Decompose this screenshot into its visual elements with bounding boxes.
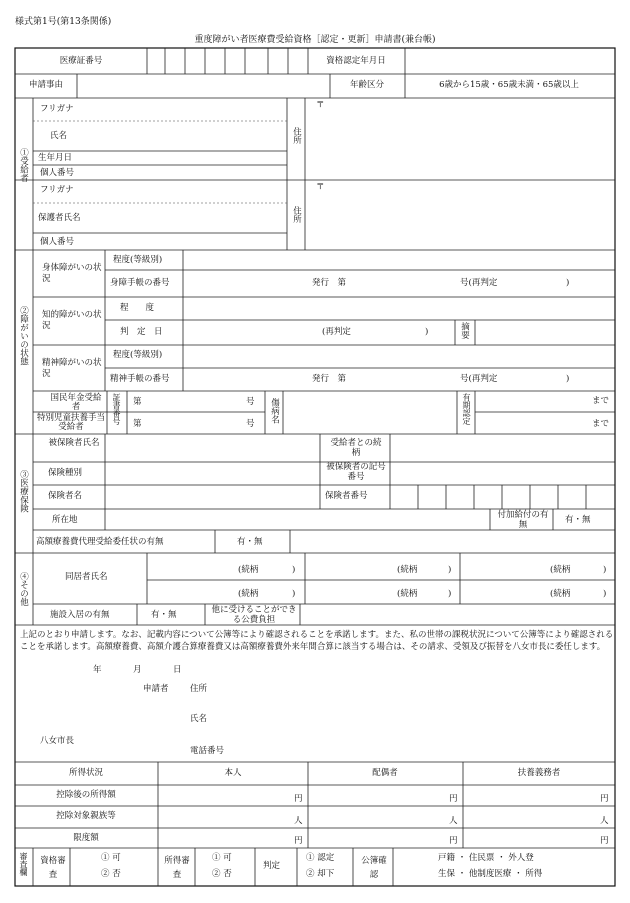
mental-status-label: 精神障がいの状況 <box>42 358 102 379</box>
date-month: 月 <box>133 665 142 675</box>
go-label-2: 号 <box>246 419 255 429</box>
records-line-2: 生保 ・ 他制度医療 ・ 所得 <box>438 869 543 879</box>
section-other: ④その他 <box>18 572 29 606</box>
form-title: 重度障がい者医療費受給資格［認定・更新］申請書(兼台帳) <box>194 35 436 45</box>
extra-benefit-label: 付加給付の有無 <box>497 510 549 530</box>
form-number: 様式第1号(第13条関係) <box>15 17 112 27</box>
person-1: 人 <box>294 816 303 826</box>
applicant-name-label: 氏名 <box>190 714 208 724</box>
yen-3: 円 <box>600 794 609 804</box>
income-review-label: 所得審査 <box>164 856 190 880</box>
date-day: 日 <box>173 665 182 675</box>
until-label-2: まで <box>592 419 610 429</box>
mental-book-no-label: 精神手帳の番号 <box>110 374 170 384</box>
close-paren-3: ) <box>566 374 570 384</box>
insurer-name-label: 保険者名 <box>48 491 83 501</box>
physical-status-label: 身体障がいの状況 <box>42 263 102 284</box>
section-disability: ②障がいの状態 <box>18 306 29 366</box>
facility-label: 施設入居の有無 <box>50 610 110 620</box>
summary-label: 摘要 <box>459 322 470 339</box>
personal-no-label: 個人番号 <box>40 168 75 178</box>
relation-4: (続柄 <box>238 589 259 599</box>
income-supporter-label: 扶養義務者 <box>517 768 561 778</box>
yen-2: 円 <box>449 794 458 804</box>
child-allowance-label: 特別児童扶養手当受給者 <box>36 413 105 432</box>
relation-6: (続柄 <box>550 589 571 599</box>
intellectual-status-label: 知的障がいの状況 <box>42 310 102 331</box>
high-cost-yes-no: 有・無 <box>237 537 263 547</box>
phone-label: 電話番号 <box>190 746 225 756</box>
facility-yes-no: 有・無 <box>151 610 177 620</box>
go-label-1: 号 <box>246 397 255 407</box>
relation-label: 受給者との続柄 <box>330 438 382 458</box>
records-line-1: 戸籍 ・ 住民票 ・ 外人登 <box>438 853 534 863</box>
insured-name-label: 被保険者氏名 <box>48 438 100 448</box>
close-paren-1: ) <box>566 278 570 288</box>
section-recipient: ①受給者 <box>18 148 29 182</box>
postal-mark-2: 〒 <box>316 182 325 192</box>
validity-label: 有期認定 <box>462 393 471 425</box>
guardian-name-label: 保護者氏名 <box>38 213 81 223</box>
relation-1-close: ) <box>292 565 296 575</box>
dai-label-2: 第 <box>133 419 142 429</box>
high-cost-label: 高額療養費代理受給委任状の有無 <box>36 537 164 547</box>
address-label: 住所 <box>291 127 302 144</box>
yen-5: 円 <box>449 836 458 846</box>
review-section-label: 審査欄 <box>19 852 28 876</box>
degree-grade-label: 程度(等級別) <box>113 255 163 265</box>
cohabitant-label: 同居者氏名 <box>65 572 108 582</box>
relation-3: (続柄 <box>550 565 571 575</box>
dai-label-1: 第 <box>133 397 142 407</box>
age-options: 6歳から15歳・65歳未満・65歳以上 <box>439 80 579 90</box>
number-rejudge-label-2: 号(再判定 <box>460 374 498 384</box>
declaration-text: 上記のとおり申請します。なお、記載内容について公簿等により確認されることを承諾します。また、私の世帯の課税状況について公簿等により確認されることを承諾します。高額療養費、高額介護合算療養費又は高額療養費外来年間合算に該当する場合は、その請求、受領及び振替を八女市長に委任します。 <box>20 630 614 652</box>
date-year: 年 <box>93 665 102 675</box>
personal-no-label-2: 個人番号 <box>40 237 75 247</box>
yen-6: 円 <box>600 836 609 846</box>
insurance-type-label: 保険種別 <box>48 468 83 478</box>
income-self-label: 本人 <box>224 768 242 778</box>
qualification-ng: ② 否 <box>101 869 121 879</box>
applicant-address-label: 住所 <box>190 684 208 694</box>
issue-label: 発行 第 <box>312 278 347 288</box>
relation-2: (続柄 <box>397 565 418 575</box>
relation-5-close: ) <box>448 589 452 599</box>
furigana-label: フリガナ <box>40 104 74 114</box>
judge-date-label: 判 定 日 <box>120 327 163 337</box>
qualification-ok: ① 可 <box>101 853 121 863</box>
furigana-label-2: フリガナ <box>40 185 74 195</box>
name-label: 氏名 <box>50 131 68 141</box>
relation-4-close: ) <box>292 589 296 599</box>
birthdate-label: 生年月日 <box>38 153 73 163</box>
relation-3-close: ) <box>603 565 607 575</box>
applicant-label: 申請者 <box>143 684 169 694</box>
relation-2-close: ) <box>448 565 452 575</box>
close-paren-2: ) <box>425 327 429 337</box>
person-2: 人 <box>449 816 458 826</box>
yen-4: 円 <box>294 836 303 846</box>
yen-1: 円 <box>294 794 303 804</box>
income-ng: ② 否 <box>212 869 232 879</box>
after-deduction-label: 控除後の所得額 <box>56 790 116 800</box>
public-record-label: 公簿確認 <box>361 856 387 880</box>
cert-date-label: 資格認定年月日 <box>326 56 386 66</box>
person-3: 人 <box>600 816 609 826</box>
relation-5: (続柄 <box>397 589 418 599</box>
relation-6-close: ) <box>603 589 607 599</box>
extra-benefit-yes-no: 有・無 <box>565 515 591 525</box>
physical-book-no-label: 身障手帳の番号 <box>110 278 170 288</box>
postal-mark: 〒 <box>316 100 325 110</box>
insured-symbol-label: 被保険者の記号番号 <box>326 462 386 482</box>
degree-label: 程 度 <box>120 303 155 313</box>
age-category-label: 年齢区分 <box>349 80 385 90</box>
judgement-label: 判定 <box>263 861 281 871</box>
until-label-1: まで <box>592 396 610 406</box>
section-insurance: ③医療保険 <box>18 470 29 513</box>
address-label-2: 住所 <box>291 206 302 223</box>
insurance-card-no-label: 医療証番号 <box>59 56 103 66</box>
mayor-label: 八女市長 <box>40 736 75 746</box>
other-burden-label: 他に受けることができる公費負担 <box>211 605 297 625</box>
issue-label-2: 発行 第 <box>312 374 347 384</box>
pension-label: 国民年金受給者 <box>50 393 102 412</box>
qualification-review-label: 資格審査 <box>40 856 66 880</box>
disease-name-label: 傷病名 <box>269 398 280 424</box>
income-spouse-label: 配偶者 <box>372 768 398 778</box>
relation-1: (続柄 <box>238 565 259 575</box>
rejudge-label: (再判定 <box>322 327 351 337</box>
location-label: 所在地 <box>52 515 78 525</box>
income-ok: ① 可 <box>212 853 232 863</box>
insurer-no-label: 保険者番号 <box>325 491 368 501</box>
limit-label: 限度額 <box>73 833 99 843</box>
dependents-label: 控除対象親族等 <box>56 811 116 821</box>
reject-option: ② 却下 <box>306 869 335 879</box>
reason-label: 申請事由 <box>28 80 64 90</box>
degree-grade-label-2: 程度(等級別) <box>113 350 163 360</box>
cert-no-label: 証書番号 <box>112 393 121 425</box>
approve-option: ① 認定 <box>306 853 335 863</box>
number-rejudge-label: 号(再判定 <box>460 278 498 288</box>
income-status-label: 所得状況 <box>68 768 104 778</box>
